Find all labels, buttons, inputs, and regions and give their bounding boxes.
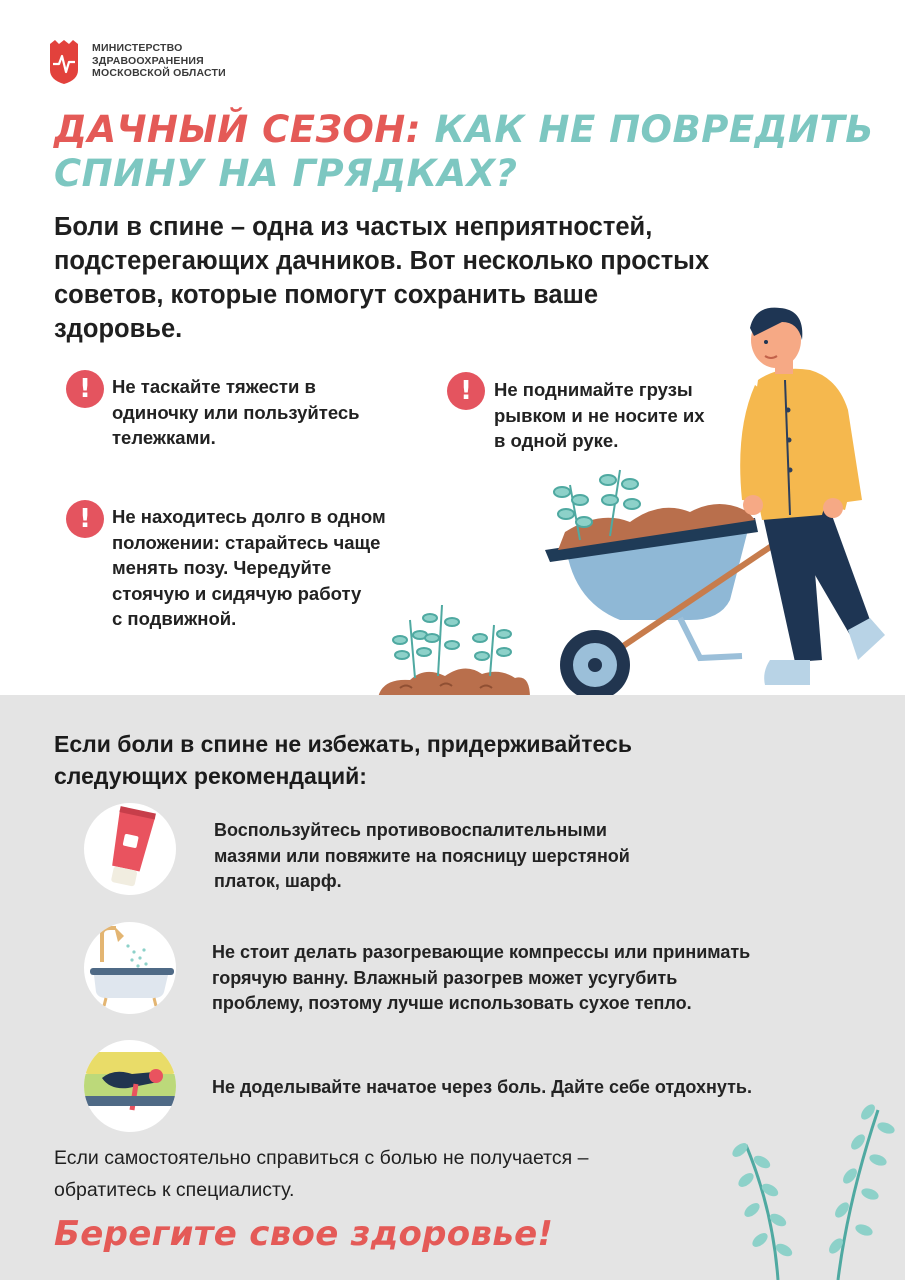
recommendation-line: платок, шарф. [214, 871, 342, 891]
tip-line: Не находитесь долго в одном [112, 506, 386, 527]
intro-line: Боли в спине – одна из частых неприятностей, [54, 213, 653, 241]
decorative-branches-icon [718, 1090, 905, 1280]
recommendation-line: мазями или повяжите на поясницу шерстяной [214, 845, 630, 866]
gardener-wheelbarrow-illustration [370, 300, 895, 710]
tip-line: положении: старайтесь чаще [112, 531, 381, 553]
intro-line: подстерегающих дачников. Вот несколько простых [54, 247, 710, 275]
recommendation-line: горячую ванну. Влажный разогрев может усугубить [212, 967, 678, 988]
warning-icon: ! [447, 372, 485, 410]
tip-line: менять позу. Чередуйте [112, 557, 332, 578]
tip-line: Не поднимайте грузы [494, 379, 693, 400]
ointment-tube-icon [84, 803, 176, 895]
man-icon [740, 308, 885, 685]
tip-line: рывком и не носите их [494, 404, 705, 426]
recommendation-2-text [212, 940, 872, 1017]
page-title [54, 108, 874, 196]
recommendations-title-line: следующих рекомендаций: [54, 763, 367, 789]
recommendation-line: Воспользуйтесь противовоспалительными [214, 820, 607, 840]
tip-line: тележками. [112, 427, 216, 448]
intro-line: здоровье. [54, 315, 183, 343]
recommendation-line: проблему, поэтому лучше использовать сухое тепло. [212, 993, 692, 1013]
ministry-name [92, 42, 226, 80]
title-part-2: КАК НЕ ПОВРЕДИТЬ [434, 108, 874, 151]
recommendations-title [54, 728, 834, 792]
tip-3-text [112, 504, 442, 632]
tip-line: стоячую и сидячую работу [112, 582, 362, 604]
title-part-1: ДАЧНЫЙ СЕЗОН: [54, 108, 422, 151]
tip-1-text [112, 374, 432, 451]
resting-on-sofa-icon [84, 1040, 176, 1132]
recommendation-line: Не стоит делать разогревающие компрессы или принимать [212, 942, 751, 962]
ministry-logo-icon [48, 40, 80, 84]
tip-line: Не таскайте тяжести в [112, 376, 316, 397]
warning-icon: ! [66, 370, 104, 408]
recommendation-1-text [214, 818, 774, 895]
recommendations-title-line: Если боли в спине не избежать, придерживайтесь [54, 731, 632, 757]
tip-line: одиночку или пользуйтесь [112, 401, 360, 423]
ministry-line-2: ЗДРАВООХРАНЕНИЯ [92, 54, 204, 67]
warning-icon: ! [66, 500, 104, 538]
ministry-line-3: МОСКОВСКОЙ ОБЛАСТИ [92, 67, 226, 79]
title-line-2: СПИНУ НА ГРЯДКАХ? [54, 152, 518, 195]
tip-line: с подвижной. [112, 608, 237, 629]
tip-2-text [494, 377, 764, 454]
bathtub-icon [84, 922, 176, 1014]
slogan: Берегите свое здоровье! [54, 1214, 554, 1254]
final-line: обратитесь к специалисту. [54, 1179, 295, 1201]
ministry-line-1: МИНИСТЕРСТВО [92, 42, 183, 54]
recommendation-line: Не доделывайте начатое через боль. Дайте себе отдохнуть. [212, 1077, 752, 1097]
soil-pile-icon [378, 668, 530, 698]
final-line: Если самостоятельно справиться с болью не получается – [54, 1147, 589, 1169]
final-advice [54, 1142, 744, 1206]
intro-line: советов, которые помогут сохранить ваше [54, 281, 599, 309]
tip-line: в одной руке. [494, 430, 619, 451]
